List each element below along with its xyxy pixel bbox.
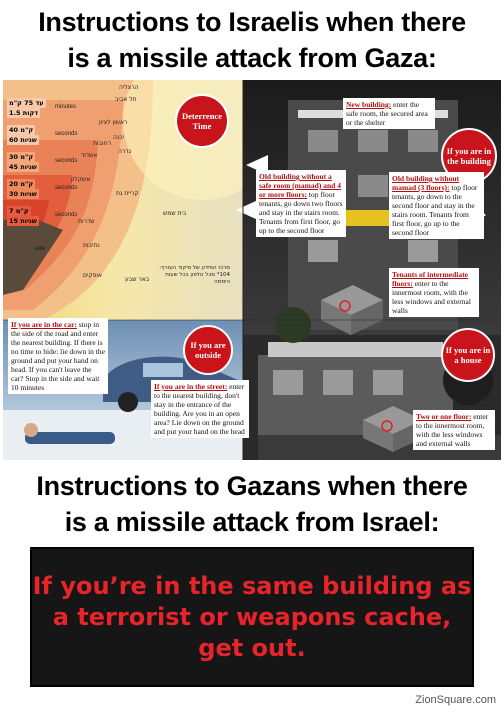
city-label: קריית גת bbox=[116, 190, 139, 197]
in-street-text: enter to the nearest building, don't stay in the entrance of the building. Are you in an open area? Lie down on the ground and put your hand on the head bbox=[154, 382, 245, 436]
old-building-3-floors-box bbox=[389, 172, 484, 239]
city-label: עזה bbox=[35, 245, 46, 252]
outside-label: If you are outside bbox=[190, 340, 226, 360]
intermediate-floors-text: enter to the innermost room, with the less windows and external walls bbox=[392, 279, 471, 315]
distance-cell: עד 75 ק"מ bbox=[9, 99, 44, 107]
time-cell: 30 שניות bbox=[9, 190, 37, 198]
bottom-heading-line2: is a missile attack from Israel: bbox=[64, 507, 440, 537]
time-unit-label: seconds bbox=[55, 185, 78, 191]
outside-bubble bbox=[183, 325, 233, 375]
top-heading-line2: is a missile attack from Gaza: bbox=[67, 43, 437, 73]
distance-cell: ק"מ 40 bbox=[9, 126, 34, 134]
city-label: הרצליה bbox=[119, 84, 139, 91]
in-car-title: If you are in the car: bbox=[11, 320, 77, 329]
city-label: נתיבות bbox=[83, 242, 100, 249]
in-building-label: If you are in the building bbox=[446, 146, 492, 166]
intermediate-floors-title: Tenants of intermediate floors: bbox=[392, 270, 468, 288]
israel-instructions-infographic bbox=[3, 80, 501, 460]
home-front-info-note: מרכז המידע של פיקוד העורף: 104* מכל טלפון בכל שעות היממה bbox=[159, 265, 230, 285]
in-car-text: stop in the side of the road and enter the nearest building. If there is no time to hide: lie down in the ground and put your hand on head. If you can't leave the car? Stop in the side and wait 10 minutes bbox=[11, 320, 105, 392]
time-cell: 15 שניות bbox=[9, 217, 37, 225]
in-street-box bbox=[151, 380, 249, 438]
old-building-4-floors-title: Old building without a safe room (mamad) and 4 or more floors: bbox=[259, 172, 341, 199]
deterrence-time-bubble bbox=[175, 94, 229, 148]
watermark: ZionSquare.com bbox=[415, 694, 496, 706]
bottom-heading-line1: Instructions to Gazans when there bbox=[36, 471, 468, 501]
city-label: בית שמש bbox=[163, 210, 187, 217]
in-car-box bbox=[8, 318, 108, 394]
city-label: אשדוד bbox=[81, 152, 98, 159]
distance-cell: ק"מ 30 bbox=[9, 153, 34, 161]
gaza-message-text: If you’re in the same building as a terrorist or weapons cache, get out. bbox=[32, 571, 472, 662]
time-cell: 45 שניות bbox=[9, 163, 37, 171]
city-label: יבנה bbox=[113, 134, 125, 141]
city-label: שדרות bbox=[78, 218, 95, 225]
time-unit-label: seconds bbox=[55, 212, 78, 218]
deterrence-time-label: Deterrence Time bbox=[182, 111, 222, 131]
gaza-message-box bbox=[30, 547, 474, 687]
city-label: גדרה bbox=[118, 148, 132, 155]
city-label: רחובות bbox=[93, 140, 111, 147]
city-label: תל אביב bbox=[115, 96, 137, 103]
old-building-4-floors-box bbox=[256, 170, 346, 237]
two-floor-box bbox=[413, 410, 495, 450]
two-floor-text: enter to the innermost room, with the less windows and external walls bbox=[416, 412, 489, 448]
city-label: באר שבע bbox=[125, 276, 150, 283]
old-building-3-floors-title: Old building without mamad (3 floors): bbox=[392, 174, 460, 192]
old-building-4-floors-text: top floor tenants, go down two floors and stay in the stairs room. Tenants from first floor, go up to the second floor bbox=[259, 190, 343, 235]
in-house-label: If you are in a house bbox=[445, 345, 491, 365]
top-heading-line1: Instructions to Israelis when there bbox=[38, 7, 466, 37]
new-building-title: New building: bbox=[346, 100, 392, 109]
time-cell: 60 שניות bbox=[9, 136, 37, 144]
time-unit-label: seconds bbox=[55, 131, 78, 137]
time-unit-label: minutes bbox=[55, 104, 77, 110]
intermediate-floors-box bbox=[389, 268, 479, 317]
distance-cell: ק"מ 7 bbox=[9, 207, 29, 215]
city-label: אשקלון bbox=[71, 176, 91, 183]
in-street-title: If you are in the street: bbox=[154, 382, 228, 391]
new-building-box bbox=[343, 98, 435, 129]
city-label: ראשון לציון bbox=[99, 119, 128, 126]
new-building-text: enter the safe room, the secured area or the shelter bbox=[346, 100, 428, 127]
in-house-bubble bbox=[441, 328, 495, 382]
time-unit-label: seconds bbox=[55, 158, 78, 164]
distance-cell: ק"מ 20 bbox=[9, 180, 34, 188]
time-cell: 1.5 דקות bbox=[9, 109, 39, 117]
two-floor-title: Two or one floor: bbox=[416, 412, 472, 421]
old-building-3-floors-text: top floor tenants, go down to the second floor and stay in the stairs room. Tenants from first floor, go up to the second floor bbox=[392, 183, 478, 237]
city-label: אופקים bbox=[83, 272, 102, 279]
